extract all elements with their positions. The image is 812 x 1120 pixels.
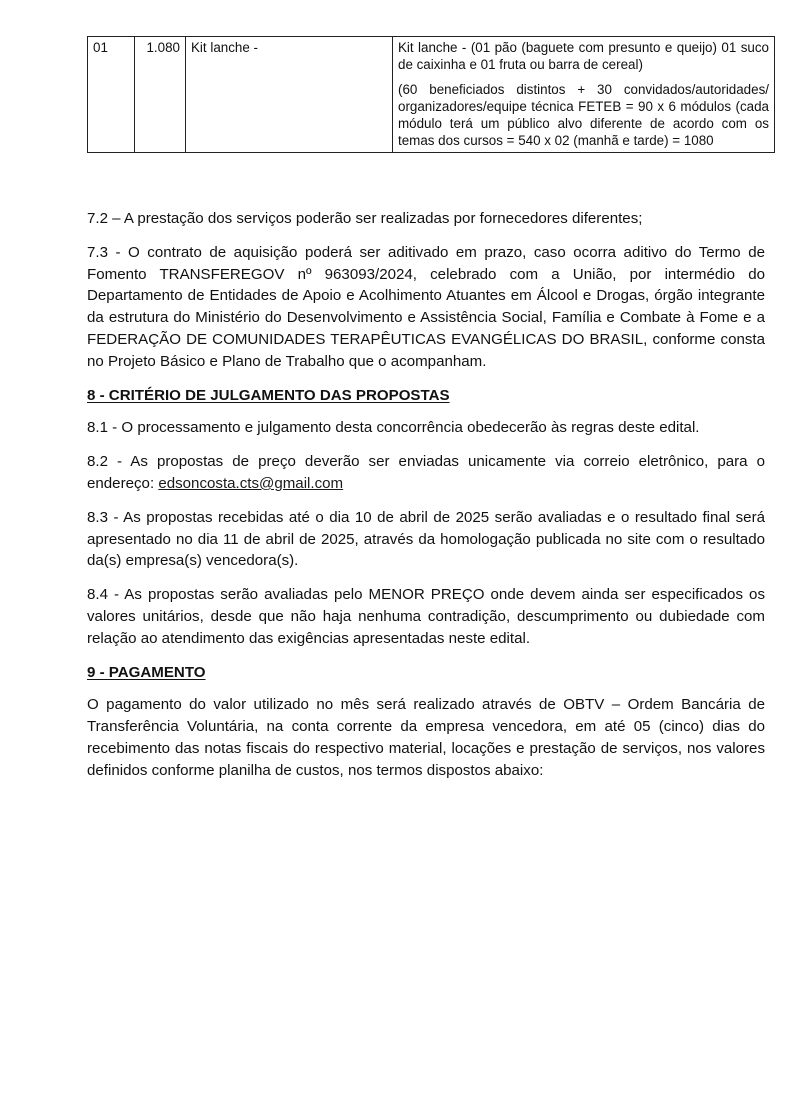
description-line-1: Kit lanche - (01 pão (baguete com presunto e queijo) 01 suco de caixinha e 01 fruta ou barra de cereal)	[398, 40, 769, 72]
section-9-heading: 9 - PAGAMENTO	[87, 663, 206, 681]
paragraph-8-2	[87, 451, 765, 495]
item-description-cell	[393, 37, 775, 153]
document-body	[87, 208, 765, 794]
items-table	[87, 36, 775, 153]
paragraph-9-1: O pagamento do valor utilizado no mês será realizado através de OBTV – Ordem Bancária de Transferência Voluntária, na conta corrente da empresa vencedora, em até 05 (cinco) dias do recebimento das notas fiscais do respectivo material, locações e prestação de serviços, nos valores definidos conforme planilha de custos, nos termos dispostos abaixo:	[87, 696, 765, 779]
section-8-heading: 8 - CRITÉRIO DE JULGAMENTO DAS PROPOSTAS	[87, 386, 450, 404]
paragraph-8-4: 8.4 - As propostas serão avaliadas pelo MENOR PREÇO onde devem ainda ser especificados os valores unitários, desde que não haja nenhuma contradição, descumprimento ou dubiedade com relação ao atendimento das exigências apresentadas neste edital.	[87, 586, 765, 647]
paragraph-8-1: 8.1 - O processamento e julgamento desta concorrência obedecerão às regras deste edital.	[87, 419, 700, 437]
quantity-cell: 1.080	[135, 37, 186, 153]
paragraph-7-2: 7.2 – A prestação dos serviços poderão ser realizadas por fornecedores diferentes;	[87, 210, 643, 227]
paragraph-8-2-text: 8.2 - As propostas de preço deverão ser enviadas unicamente via correio eletrônico, para o endereço:	[87, 453, 765, 492]
table-row	[88, 37, 775, 153]
item-name-cell: Kit lanche -	[186, 37, 393, 153]
description-line-2: (60 beneficiados distintos + 30 convidados/autoridades/ organizadores/equipe técnica FETEB = 90 x 6 módulos (cada módulo terá um público alvo diferente de acordo com os temas dos cursos = 540 x 02 (manhã e tarde) = 1080	[398, 82, 769, 148]
paragraph-7-3: 7.3 - O contrato de aquisição poderá ser aditivado em prazo, caso ocorra aditivo do Termo de Fomento TRANSFEREGOV nº 963093/2024, celebrado com a União, por intermédio do Departamento de Entidades de Apoio e Acolhimento Atuantes em Álcool e Drogas, órgão integrante da estrutura do Ministério do Desenvolvimento e Assistência Social, Família e Combate à Fome e a FEDERAÇÃO DE COMUNIDADES TERAPÊUTICAS EVANGÉLICAS DO BRASIL, conforme consta no Projeto Básico e Plano de Trabalho que o acompanham.	[87, 243, 765, 370]
paragraph-8-3: 8.3 - As propostas recebidas até o dia 10 de abril de 2025 serão avaliadas e o resultado final será apresentado no dia 11 de abril de 2025, através da homologação publicada no site com o resultado da(s) empresa(s) vencedora(s).	[87, 508, 765, 570]
item-number-cell: 01	[88, 37, 135, 153]
email-link[interactable]: edsoncosta.cts@gmail.com	[158, 474, 344, 492]
